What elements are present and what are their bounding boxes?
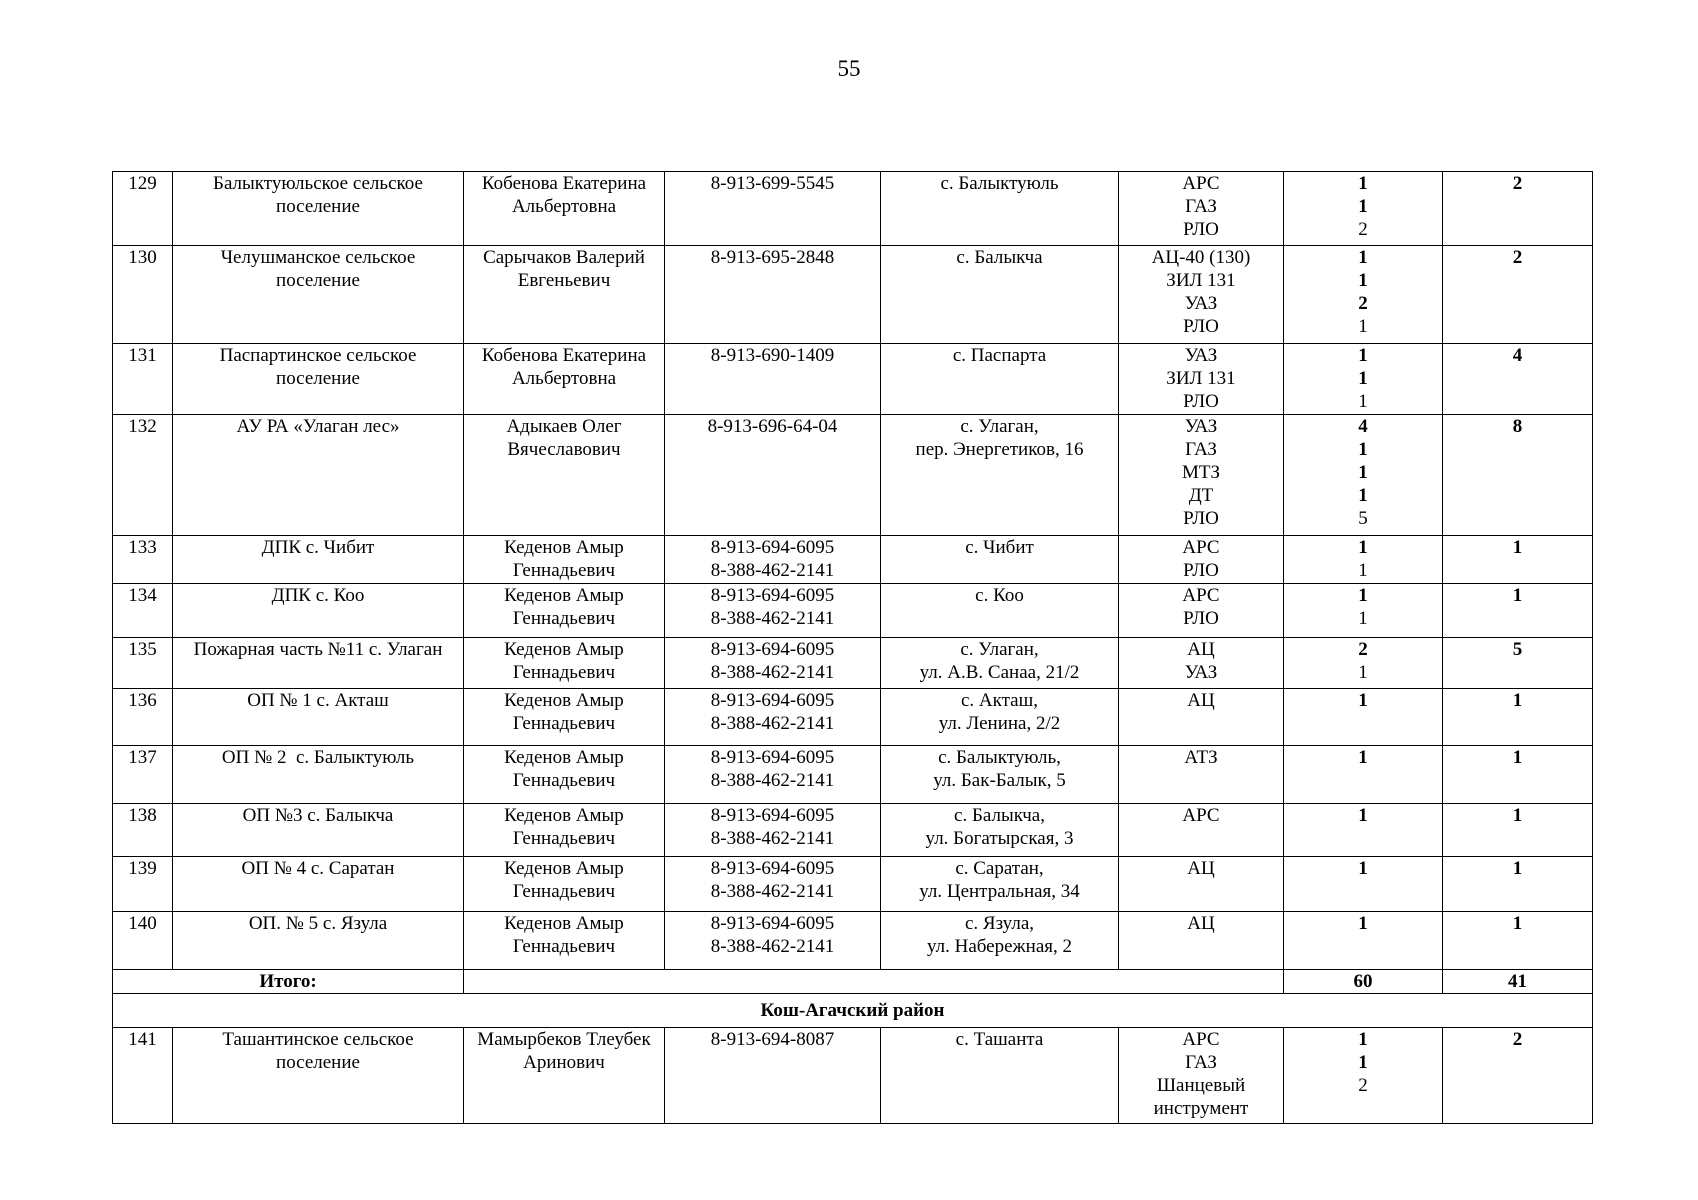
cell-quantity: 4 1 1 1 5 <box>1284 415 1443 536</box>
cell-phone: 8-913-694-6095 8-388-462-2141 <box>665 689 881 746</box>
cell-number: 133 <box>113 536 173 584</box>
cell-organization: ОП №3 с. Балыкча <box>173 804 464 857</box>
cell-phone: 8-913-695-2848 <box>665 246 881 344</box>
cell-address: с. Балыктуюль, ул. Бак-Балык, 5 <box>881 746 1119 804</box>
cell-address: с. Улаган, пер. Энергетиков, 16 <box>881 415 1119 536</box>
cell-number: 138 <box>113 804 173 857</box>
table-row <box>113 536 1593 584</box>
cell-staff: 1 <box>1443 689 1593 746</box>
cell-address: с. Саратан, ул. Центральная, 34 <box>881 857 1119 912</box>
cell-address: с. Балыкча, ул. Богатырская, 3 <box>881 804 1119 857</box>
cell-staff: 5 <box>1443 638 1593 689</box>
cell-organization: ДПК с. Коо <box>173 584 464 638</box>
cell-quantity: 1 1 <box>1284 536 1443 584</box>
cell-quantity: 1 1 1 <box>1284 344 1443 415</box>
cell-organization: Паспартинское сельское поселение <box>173 344 464 415</box>
cell-address: с. Балыкча <box>881 246 1119 344</box>
cell-organization: ОП. № 5 с. Язула <box>173 912 464 970</box>
table-row <box>113 246 1593 344</box>
cell-organization: Балыктуюльское сельское поселение <box>173 172 464 246</box>
cell-organization: Челушманское сельское поселение <box>173 246 464 344</box>
cell-number: 137 <box>113 746 173 804</box>
table-row <box>113 584 1593 638</box>
cell-number: 129 <box>113 172 173 246</box>
table-row <box>113 172 1593 246</box>
cell-quantity: 1 <box>1284 912 1443 970</box>
cell-phone: 8-913-694-6095 8-388-462-2141 <box>665 746 881 804</box>
cell-responsible-person: Кеденов Амыр Геннадьевич <box>464 584 665 638</box>
cell-number: 132 <box>113 415 173 536</box>
cell-number: 139 <box>113 857 173 912</box>
cell-staff: 1 <box>1443 746 1593 804</box>
cell-organization: ДПК с. Чибит <box>173 536 464 584</box>
cell-phone: 8-913-694-8087 <box>665 1028 881 1124</box>
table-row <box>113 804 1593 857</box>
equipment-table <box>112 171 1593 1124</box>
cell-staff: 4 <box>1443 344 1593 415</box>
cell-equipment: АРС РЛО <box>1119 584 1284 638</box>
table-row <box>113 857 1593 912</box>
cell-phone: 8-913-694-6095 8-388-462-2141 <box>665 857 881 912</box>
cell-quantity: 1 1 <box>1284 584 1443 638</box>
cell-address: с. Улаган, ул. А.В. Санаа, 21/2 <box>881 638 1119 689</box>
cell-staff: 1 <box>1443 857 1593 912</box>
table-row <box>113 638 1593 689</box>
cell-phone: 8-913-694-6095 8-388-462-2141 <box>665 584 881 638</box>
cell-staff: 1 <box>1443 804 1593 857</box>
cell-quantity: 1 <box>1284 804 1443 857</box>
table-row <box>113 912 1593 970</box>
cell-quantity: 1 <box>1284 689 1443 746</box>
total-staff: 41 <box>1443 970 1593 994</box>
cell-organization: ОП № 1 с. Акташ <box>173 689 464 746</box>
cell-responsible-person: Кеденов Амыр Геннадьевич <box>464 536 665 584</box>
cell-responsible-person: Кеденов Амыр Геннадьевич <box>464 804 665 857</box>
cell-phone: 8-913-696-64-04 <box>665 415 881 536</box>
cell-address: с. Акташ, ул. Ленина, 2/2 <box>881 689 1119 746</box>
cell-organization: ОП № 2 с. Балыктуюль <box>173 746 464 804</box>
cell-responsible-person: Кобенова Екатерина Альбертовна <box>464 344 665 415</box>
cell-equipment: АЦ <box>1119 857 1284 912</box>
cell-equipment: АЦ-40 (130) ЗИЛ 131 УАЗ РЛО <box>1119 246 1284 344</box>
cell-organization: ОП № 4 с. Саратан <box>173 857 464 912</box>
cell-organization: Ташантинское сельское поселение <box>173 1028 464 1124</box>
cell-address: с. Язула, ул. Набережная, 2 <box>881 912 1119 970</box>
cell-equipment: УАЗ ГАЗ МТЗ ДТ РЛО <box>1119 415 1284 536</box>
table-row <box>113 415 1593 536</box>
cell-phone: 8-913-694-6095 8-388-462-2141 <box>665 912 881 970</box>
district-title: Кош-Агачский район <box>113 994 1593 1028</box>
cell-address: с. Балыктуюль <box>881 172 1119 246</box>
cell-phone: 8-913-690-1409 <box>665 344 881 415</box>
cell-staff: 2 <box>1443 172 1593 246</box>
cell-quantity: 1 <box>1284 746 1443 804</box>
cell-number: 134 <box>113 584 173 638</box>
cell-phone: 8-913-694-6095 8-388-462-2141 <box>665 536 881 584</box>
cell-responsible-person: Кеденов Амыр Геннадьевич <box>464 638 665 689</box>
total-label: Итого: <box>113 970 464 994</box>
cell-quantity: 1 <box>1284 857 1443 912</box>
cell-quantity: 1 1 2 1 <box>1284 246 1443 344</box>
page-number: 55 <box>837 56 861 81</box>
cell-number: 130 <box>113 246 173 344</box>
table-row <box>113 1028 1593 1124</box>
cell-address: с. Чибит <box>881 536 1119 584</box>
cell-staff: 8 <box>1443 415 1593 536</box>
cell-equipment: АТЗ <box>1119 746 1284 804</box>
total-row <box>113 970 1593 994</box>
cell-equipment: АРС ГАЗ Шанцевый инструмент <box>1119 1028 1284 1124</box>
cell-equipment: АРС РЛО <box>1119 536 1284 584</box>
cell-staff: 2 <box>1443 1028 1593 1124</box>
cell-staff: 2 <box>1443 246 1593 344</box>
cell-phone: 8-913-694-6095 8-388-462-2141 <box>665 804 881 857</box>
cell-responsible-person: Сарычаков Валерий Евгеньевич <box>464 246 665 344</box>
cell-number: 136 <box>113 689 173 746</box>
cell-responsible-person: Кеденов Амыр Геннадьевич <box>464 689 665 746</box>
cell-equipment: АРС ГАЗ РЛО <box>1119 172 1284 246</box>
cell-organization: АУ РА «Улаган лес» <box>173 415 464 536</box>
cell-responsible-person: Кеденов Амыр Геннадьевич <box>464 746 665 804</box>
cell-responsible-person: Кеденов Амыр Геннадьевич <box>464 857 665 912</box>
cell-responsible-person: Кобенова Екатерина Альбертовна <box>464 172 665 246</box>
cell-equipment: АЦ <box>1119 912 1284 970</box>
cell-equipment: АРС <box>1119 804 1284 857</box>
cell-quantity: 1 1 2 <box>1284 1028 1443 1124</box>
cell-phone: 8-913-699-5545 <box>665 172 881 246</box>
total-quantity: 60 <box>1284 970 1443 994</box>
cell-staff: 1 <box>1443 584 1593 638</box>
table-body <box>113 172 1593 1124</box>
cell-staff: 1 <box>1443 912 1593 970</box>
cell-number: 131 <box>113 344 173 415</box>
table-row <box>113 344 1593 415</box>
total-empty <box>464 970 1284 994</box>
cell-organization: Пожарная часть №11 с. Улаган <box>173 638 464 689</box>
cell-equipment: АЦ <box>1119 689 1284 746</box>
cell-responsible-person: Адыкаев Олег Вячеславович <box>464 415 665 536</box>
cell-responsible-person: Кеденов Амыр Геннадьевич <box>464 912 665 970</box>
cell-staff: 1 <box>1443 536 1593 584</box>
cell-address: с. Паспарта <box>881 344 1119 415</box>
cell-quantity: 1 1 2 <box>1284 172 1443 246</box>
cell-responsible-person: Мамырбеков Тлеубек Аринович <box>464 1028 665 1124</box>
cell-phone: 8-913-694-6095 8-388-462-2141 <box>665 638 881 689</box>
table-row <box>113 689 1593 746</box>
cell-address: с. Ташанта <box>881 1028 1119 1124</box>
cell-number: 135 <box>113 638 173 689</box>
cell-quantity: 2 1 <box>1284 638 1443 689</box>
cell-address: с. Коо <box>881 584 1119 638</box>
cell-number: 140 <box>113 912 173 970</box>
cell-equipment: АЦ УАЗ <box>1119 638 1284 689</box>
table-row <box>113 746 1593 804</box>
cell-number: 141 <box>113 1028 173 1124</box>
district-header-row <box>113 994 1593 1028</box>
cell-equipment: УАЗ ЗИЛ 131 РЛО <box>1119 344 1284 415</box>
